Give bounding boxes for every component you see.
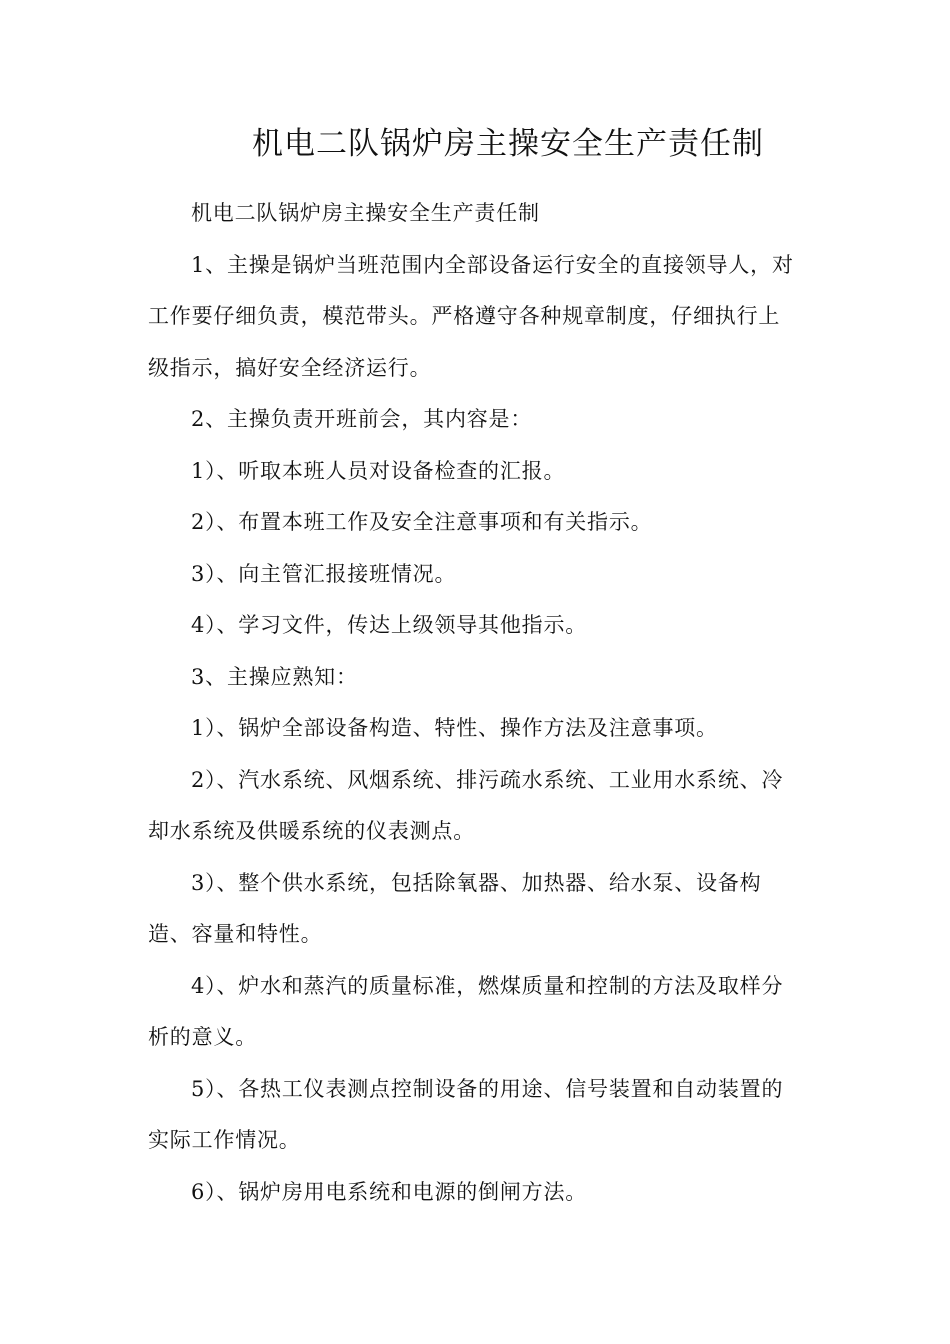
paragraph-item-2-3: 3）、向主管汇报接班情况。 — [191, 561, 457, 586]
paragraph-item-3-4: 4）、炉水和蒸汽的质量标准，燃煤质量和控制的方法及取样分析的意义。 — [148, 973, 784, 1049]
paragraph-item-3-5: 5）、各热工仪表测点控制设备的用途、信号装置和自动装置的实际工作情况。 — [148, 1076, 784, 1152]
paragraph-item-1: 1、主操是锅炉当班范围内全部设备运行安全的直接领导人，对工作要仔细负责，模范带头。严格遵守各种规章制度，仔细执行上级指示，搞好安全经济运行。 — [148, 252, 794, 380]
paragraph-item-2-4: 4）、学习文件，传达上级领导其他指示。 — [191, 613, 588, 637]
paragraph-item-2: 2、主操负责开班前会，其内容是： — [191, 407, 533, 431]
paragraph-item-3-3: 3）、整个供水系统，包括除氧器、加热器、给水泵、设备构造、容量和特性。 — [148, 870, 762, 946]
paragraph-item-3-6: 6）、锅炉房用电系统和电源的倒闸方法。 — [191, 1179, 588, 1204]
paragraph-subtitle: 机电二队锅炉房主操安全生产责任制 — [191, 201, 540, 225]
paragraph-item-3: 3、主操应熟知： — [191, 664, 358, 689]
document-body — [148, 188, 798, 1218]
paragraph-item-3-1: 1）、锅炉全部设备构造、特性、操作方法及注意事项。 — [191, 716, 718, 740]
paragraph-item-3-2: 2）、汽水系统、风烟系统、排污疏水系统、工业用水系统、冷却水系统及供暖系统的仪表测点。 — [148, 767, 784, 843]
paragraph-item-2-1: 1）、听取本班人员对设备检查的汇报。 — [191, 458, 566, 483]
document-title: 机电二队锅炉房主操安全生产责任制 — [252, 126, 764, 162]
paragraph-item-2-2: 2）、布置本班工作及安全注意事项和有关指示。 — [191, 510, 653, 534]
